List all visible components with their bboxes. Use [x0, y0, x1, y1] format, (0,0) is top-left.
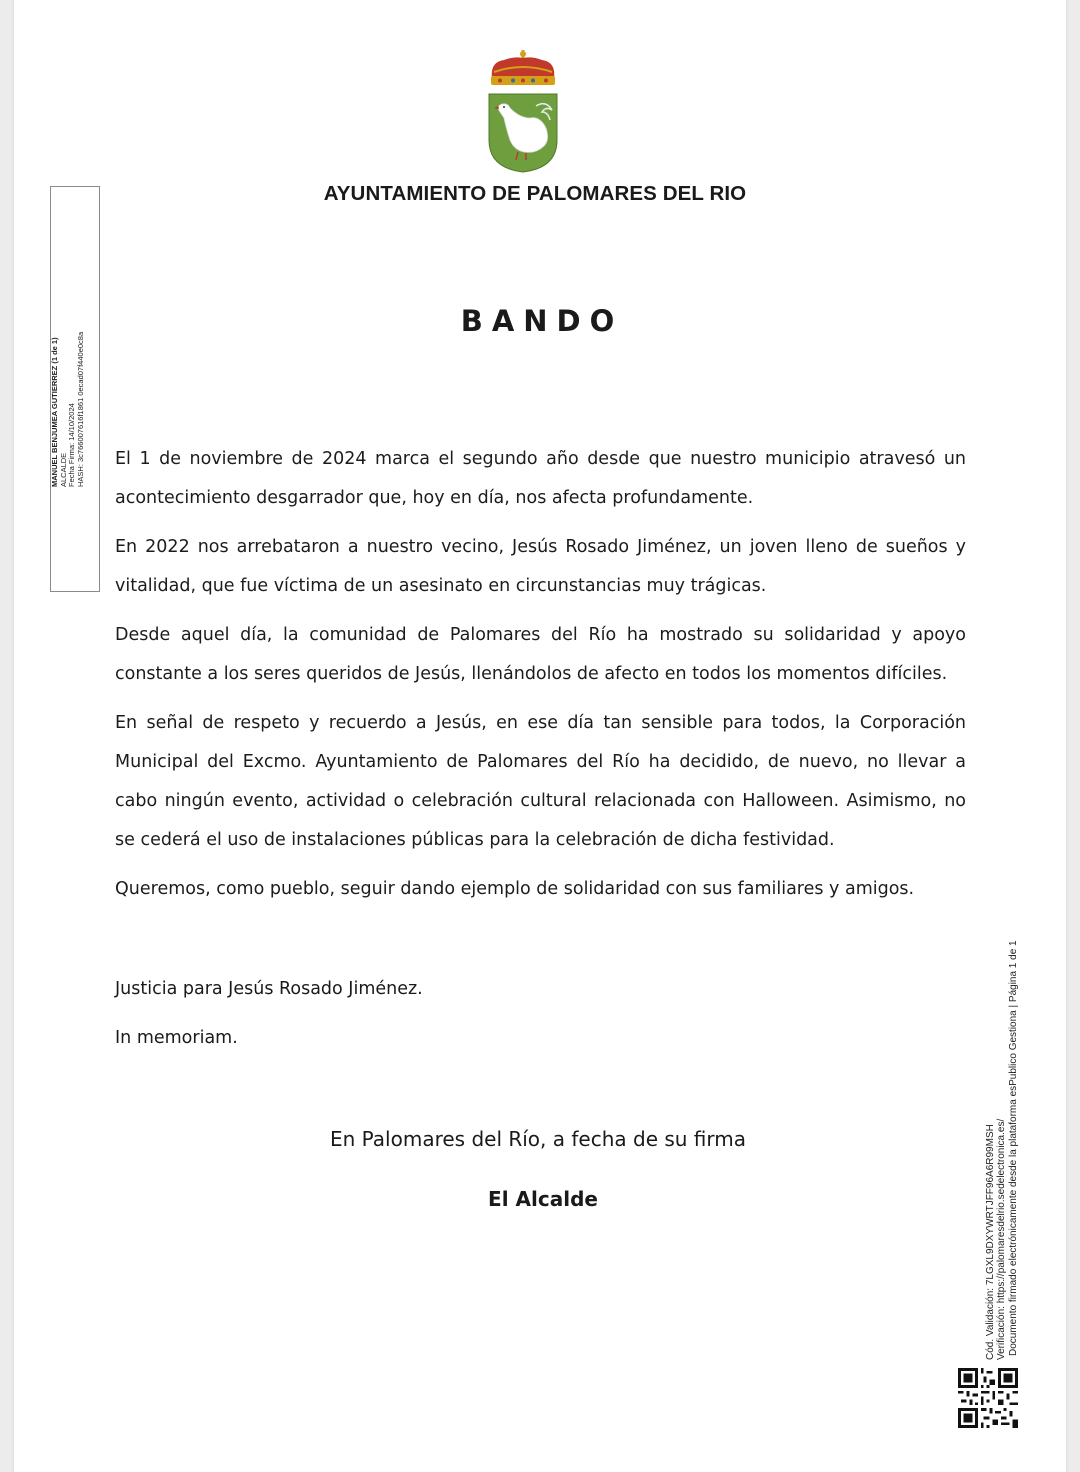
closing-memoriam-line: In memoriam. [115, 1028, 238, 1048]
closing-justice-line: Justicia para Jesús Rosado Jiménez. [115, 979, 423, 999]
body-paragraph: En señal de respeto y recuerdo a Jesús, en ese día tan sensible para todos, la Corporación Municipal del Excmo. Ayuntamiento de Palomares del Río ha decidido, de nuevo, no llevar a cabo ningún evento, actividad o celebración cultural relacionada con Halloween. Asimismo, no se cederá el uso de instalaciones públicas para la celebración de dicha festividad. [115, 713, 966, 850]
body-paragraph: El 1 de noviembre de 2024 marca el segundo año desde que nuestro municipio atravesó un acontecimiento desgarrador que, hoy en día, nos afecta profundamente. [115, 449, 966, 508]
organization-name: AYUNTAMIENTO DE PALOMARES DEL RIO [323, 182, 747, 205]
signer-role: ALCALDE [58, 452, 68, 487]
body-paragraph: Queremos, como pueblo, seguir dando ejemplo de solidaridad con sus familiares y amigos. [115, 879, 915, 899]
document-title: BANDO [460, 304, 624, 338]
electronic-signature-stamp [50, 186, 100, 592]
coat-of-arms-icon [486, 48, 560, 174]
place-and-date: En Palomares del Río, a fecha de su firma [329, 1127, 747, 1151]
verification-url[interactable]: Verificación: https://palomaresdelrio.sedelectronica.es/ [995, 1118, 1007, 1360]
signature-hash: HASH: 3c766007616f1861 0ecad07f440e0c8a [75, 331, 85, 487]
body-paragraph: En 2022 nos arrebataron a nuestro vecino, Jesús Rosado Jiménez, un joven lleno de sueños y vitalidad, que fue víctima de un asesinato en circunstancias muy trágicas. [115, 537, 966, 596]
signature-date: Fecha Firma: 14/10/2024 [67, 403, 76, 487]
document-body [115, 440, 966, 919]
verification-note: Documento firmado electrónicamente desde la plataforma esPublico Gestiona | Página 1 de 1 [1008, 940, 1019, 1356]
closing-lines [115, 970, 715, 1068]
validation-code: Cód. Validación: 7LGXL9DXYWRTJFF96A6R99MSH [985, 1124, 996, 1360]
signer-title: El Alcalde [488, 1187, 598, 1211]
qr-code-icon[interactable] [958, 1368, 1018, 1428]
body-paragraph: Desde aquel día, la comunidad de Palomares del Río ha mostrado su solidaridad y apoyo constante a los seres queridos de Jesús, llenándolos de afecto en todos los momentos difíciles. [115, 625, 966, 684]
signature-stamp-text [51, 81, 101, 487]
signer-name: MANUEL BENJUMEA GUTIERREZ (1 de 1) [50, 337, 59, 487]
crown-icon [491, 50, 555, 85]
